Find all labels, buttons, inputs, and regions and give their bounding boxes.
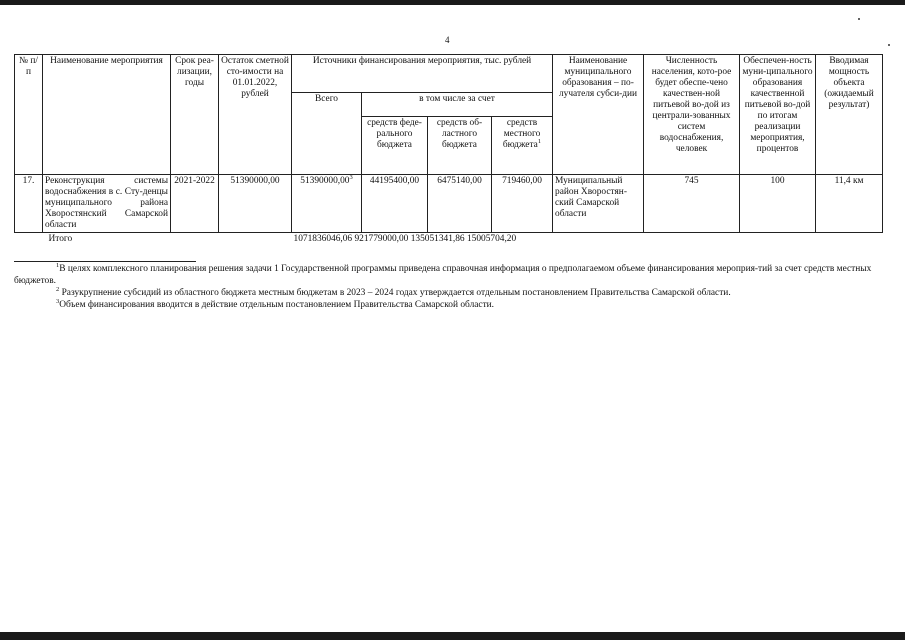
footnote-2-mark: 2 bbox=[56, 285, 60, 293]
row-total-value: 51390000,00 bbox=[300, 176, 350, 186]
footnote-1-text: В целях комплексного планирования решения задачи 1 Государственной программы приведена справочная информация о предполагаемом объеме финансирования мероприя-тий за счет средств местных бюджетов. bbox=[14, 264, 872, 286]
row-regional: 6475140,00 bbox=[428, 175, 492, 233]
footnote-3 bbox=[14, 299, 880, 311]
scan-edge-top bbox=[0, 0, 905, 5]
header-including: в том числе за счет bbox=[362, 93, 553, 117]
row-provision: 100 bbox=[740, 175, 816, 233]
header-capacity: Вводимая мощность объекта (ожидаемый результат) bbox=[816, 55, 883, 175]
totals-local: 15005704,20 bbox=[466, 234, 517, 244]
scan-edge-bottom bbox=[0, 632, 905, 640]
header-sources: Источники финансирования мероприятия, тыс. рублей bbox=[292, 55, 553, 93]
totals-federal: 921779000,00 bbox=[354, 234, 409, 244]
row-capacity: 11,4 км bbox=[816, 175, 883, 233]
footnote-2 bbox=[14, 287, 880, 299]
table-row bbox=[15, 175, 883, 233]
header-provision: Обеспечен-ность муни-ципального образования качественной питьевой во-дой по итогам реализации мероприятия, процентов bbox=[740, 55, 816, 175]
scan-speck bbox=[858, 18, 860, 20]
row-recipient: Муниципальный район Хворостян-ский Самарской области bbox=[553, 175, 644, 233]
header-regional: средств об-ластного бюджета bbox=[428, 117, 492, 175]
footnote-2-text: Разукрупнение субсидий из областного бюджета местным бюджетам в 2023 – 2024 годах утверждается отдельным постановлением Правительства Самарской области. bbox=[61, 288, 731, 298]
totals-label: Итого bbox=[48, 234, 73, 244]
header-name: Наименование мероприятия bbox=[43, 55, 171, 175]
totals-row bbox=[15, 233, 883, 247]
footnote-1 bbox=[14, 263, 880, 287]
header-recipient: Наименование муниципального образования – по-лучателя субси-дии bbox=[553, 55, 644, 175]
financing-table bbox=[14, 54, 883, 246]
footnote-ref: 1 bbox=[537, 137, 542, 145]
header-local bbox=[492, 117, 553, 175]
row-name: Реконструкция системы водоснабжения в с. Сту-денцы муниципального района Хворостянский Самарской области bbox=[43, 175, 171, 233]
header-population: Численность населения, кото-рое будет обеспе-чено качествен-ной питьевой во-дой из централи-зованных систем водоснабжения, человек bbox=[644, 55, 740, 175]
row-num: 17. bbox=[15, 175, 43, 233]
header-remainder: Остаток сметной сто-имости на 01.01.2022, рублей bbox=[219, 55, 292, 175]
row-total bbox=[292, 175, 362, 233]
row-federal: 44195400,00 bbox=[362, 175, 428, 233]
totals-values bbox=[292, 233, 553, 247]
header-num: № п/п bbox=[15, 55, 43, 175]
row-population: 745 bbox=[644, 175, 740, 233]
totals-total: 1071836046,06 bbox=[293, 234, 353, 244]
footnote-3-text: Объем финансирования вводится в действие отдельным постановлением Правительства Самарской области. bbox=[59, 300, 495, 310]
row-period: 2021-2022 bbox=[171, 175, 219, 233]
header-local-text: средств местного бюджета bbox=[502, 118, 541, 150]
header-total: Всего bbox=[292, 93, 362, 175]
header-period: Срок реа-лизации, годы bbox=[171, 55, 219, 175]
footnote-ref: 3 bbox=[349, 173, 353, 181]
row-local: 719460,00 bbox=[492, 175, 553, 233]
page-number: 4 bbox=[445, 35, 450, 45]
footnotes bbox=[14, 263, 880, 311]
totals-regional: 135051341,86 bbox=[410, 234, 465, 244]
footnote-1-mark: 1 bbox=[56, 261, 60, 269]
scan-speck bbox=[888, 44, 890, 46]
footnote-3-mark: 3 bbox=[56, 297, 60, 305]
footnote-divider bbox=[14, 261, 196, 262]
row-remainder: 51390000,00 bbox=[219, 175, 292, 233]
header-federal: средств феде-рального бюджета bbox=[362, 117, 428, 175]
